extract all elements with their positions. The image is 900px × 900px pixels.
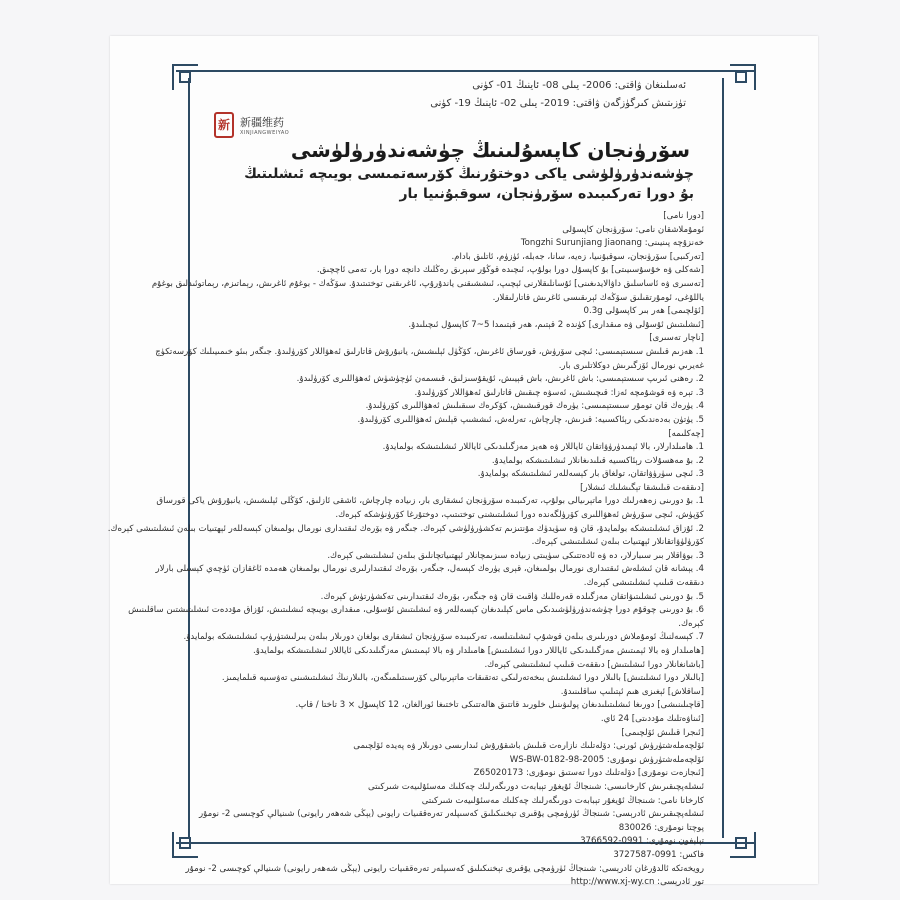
body-text-line: كۆرۈلۈۋاتقانلار ئېھتىيات بىلەن ئىشلىتىشى كېرەك. bbox=[531, 537, 704, 548]
logo-mark-icon: 新 bbox=[214, 112, 234, 138]
body-text-line: 1. ھامىلدارلار، بالا ئېمىدۈرۈۋاتقان ئاياللار ۋە ھەيز مەزگىلىدىكى ئاياللار ئىشلىتىشكە بولمايدۇ. bbox=[382, 442, 704, 453]
body-text-line: [ئىجرا قىلىش ئۆلچىمى] bbox=[621, 727, 704, 738]
body-text-line: 2. بۇ مەھسۇلات رېئاكسىيە قىلىدىغانلار ئىشلىتىشكە بولمايدۇ. bbox=[491, 455, 704, 466]
body-text-line: [تەسىرى ۋە ئاساسلىق داۋالايدىغىنى] ئۇسانلىقلارنى ئېچىپ، ئىششىقنى ياندۇرۇپ، ئاغرىقنى توختىتىدۇ. سۆڭەك - بوغۇم ئاغرىش، رېماتىزم، رېماتوئىدلىق بوغۇم bbox=[151, 278, 704, 289]
body-text-line: 5. بۇ دورىنى ئىشلىتىۋاتقان مەزگىلدە قەرەللىك ۋاقىت قان ۋە جىگەر، بۆرەك ئىقتىدارىنى تەكشۈرتۈش كېرەك. bbox=[320, 591, 704, 602]
body-text-line: [ساقلاش] ئېغىزى ھىم ئېتىلىپ ساقلىنىدۇ. bbox=[560, 686, 704, 697]
body-text-line: 6. بۇ دورىنى چوقۇم دورا چۈشەندۈرۈلۈشىدىكى ماس كېلىدىغان كېسەللەر ۋە ئىشلىتىش ئۇسۇلى، مىقدارى بويىچە ئىشلىتىش، ئۇزاق مۇددەت ئىشلىتىشتىن ساقلىنىش bbox=[128, 605, 704, 616]
body-text-line: ئۆلچەملەشتۈرۈش نومۇرى: WS-BW-0182-98-2005 bbox=[509, 754, 704, 765]
body-text-line: [تەركىبى] سۆرۈنجان، سوقبۇنىيا، زەيە، سانا، جەبلە، ئۈزۈم، ئاتلىق بادام. bbox=[451, 251, 704, 262]
body-text-line: رويخەتكە ئالدۇرغان ئادرېسى: شىنجاڭ ئۈرۈمچى يۇقىرى تېخنىكىلىق كەسىپلەر تەرەققىيات رايونى (يېڭى شەھەر رايونى) شىنيالې كوچىسى 2- نومۇر bbox=[185, 863, 704, 874]
body-text-line: [چەكلىمە] bbox=[668, 428, 704, 439]
body-text-line: [دورا نامى] bbox=[663, 211, 704, 221]
body-text-line: [شەكلى ۋە خۇسۇسىيىتى] بۇ كاپسۇل دورا بولۇپ، ئىچىدە قوڭۇر سېرىق رەڭلىك دانچە دورا بار، تەمى ئاچچىق. bbox=[316, 265, 704, 276]
frame-border-left bbox=[188, 78, 190, 838]
body-text-line: فاكس: 0991-3727587 bbox=[613, 849, 704, 860]
body-text-line: پوچتا نومۇرى: 830026 bbox=[618, 822, 704, 833]
body-text-line: [ئىشلىتىش ئۇسۇلى ۋە مىقدارى] كۈندە 2 قېتىم، ھەر قېتىمدا 5~7 كاپسۇل ئىچىلىدۇ. bbox=[408, 319, 704, 330]
logo-text-en: XINJIANGWEIYAO bbox=[240, 130, 290, 136]
body-text-line: ئىشلەپچىقىرىش كارخانىسى: شىنجاڭ ئۇيغۇر تېبابەت دورىگەرلىك چەكلىك مەسئۇلىيەت شىركىتى bbox=[368, 781, 704, 792]
frame-corner-ornament bbox=[730, 832, 756, 858]
body-text-line: تور ئادرېسى: http://www.xj-wy.cn bbox=[570, 877, 704, 888]
body-text-line: تېلېفون نومۇرى: 0991-3766592 bbox=[580, 836, 704, 847]
document-title: سۆرۈنجان كاپسۇلىنىڭ چۈشەندۈرۈلۈشى bbox=[290, 138, 690, 162]
body-text-line: 1. ھەزىم قىلىش سىستېمىسى: ئىچى سۆرۈش، قورساق ئاغرىش، كۆڭۈل ئېلىشىش، يانبۇرۇش قاتارلىق ئەھۋاللار كۆرۈلىدۇ. جىگەر بىئو خىمىيىلىك كۆرسەتكۈچ bbox=[155, 346, 704, 357]
body-text-line: [ھامىلدار ۋە بالا ئېمىتىش مەزگىلىدىكى ئاياللار دورا ئىشلىتىش] ھامىلدار ۋە بالا ئېمىتىش مەزگىلىدىكى ئاياللار ئىشلىتىشكە بولمايدۇ. bbox=[253, 646, 704, 656]
frame-border-top bbox=[176, 70, 754, 72]
document-subtitle-1: چۈشەندۈرۈلۈشى ياكى دوختۇرنىڭ كۆرسەتمىسى بويىچە ئىشلىتىڭ bbox=[244, 166, 694, 182]
body-text-line: 2. ئۇزاق ئىشلىتىشكە بولمايدۇ، قان ۋە سۈيدۈك مۇنتىزىم تەكشۈرۈلۈشى كېرەك. جىگەر ۋە بۆرەك ئىقتىدارى نورمال بولمىغان كېسەللەر ئېھتىيات بىلەن ئىشلىتىشى كېرەك. bbox=[107, 523, 704, 534]
body-text-line: ئومۇملاشقان نامى: سۆرۈنجان كاپسۇلى bbox=[562, 224, 704, 235]
body-text-line: [ئۆلچىمى] ھەر بىر كاپسۇلى 0.3g bbox=[583, 306, 704, 317]
revision-date-2: تۈزىتىش كىرگۈزگەن ۋاقتى: 2019- يىلى 02- ئاينىڭ 19- كۈنى bbox=[430, 98, 686, 109]
body-text-line: 3. تېرە ۋە قوشۇمچە ئەزا: قىچىشىش، ئەسۋە چىقىش قاتارلىق ئەھۋاللار كۆرۈلىدۇ. bbox=[414, 387, 704, 398]
body-text-line: كارخانا نامى: شىنجاڭ ئۇيغۇر تېبابەت دورىگەرلىك چەكلىك مەسئۇلىيەت شىركىتى bbox=[421, 795, 704, 806]
document-body bbox=[107, 210, 704, 890]
body-text-line: ئۆلچەملەشتۈرۈش ئورنى: دۆلەتلىك نازارەت قىلىش باشقۇرۇش ئىدارىسى دورىلار ۋە پەيدە ئۆلچىمى bbox=[353, 741, 704, 752]
body-text-line: [بالىلار دورا ئىشلىتىش] بالىلار دورا ئىشلىتىش بىخەتەرلىكى تەتقىقات ماتېرىيالى كۆرسىتىلمىگەن، بالىلارنىڭ ئىشلىتىشىنى تەۋسىيە قىلمايمىز. bbox=[221, 673, 704, 684]
frame-corner-ornament bbox=[172, 64, 198, 90]
body-text-line: [ناچار تەسىرى] bbox=[649, 333, 704, 344]
body-text-line: 4. يۈرەك قان تومۇر سىستېمىسى: يۈرەك قورقىشىش، كۆكرەك سىقىلىش ئەھۋاللىرى كۆرۈلىدۇ. bbox=[365, 401, 704, 412]
revision-date: ئەسلىنغان ۋاقتى: 2006- يىلى 08- ئاينىڭ 01- كۈنى bbox=[472, 80, 686, 91]
body-text-line: كۆپۈش، ئىچى سۆرۈش ئەھۋاللىرى كۆرۈلگەندە دورا ئىشلىتىشنى توختىتىپ، دوختۇرغا كۆرۈنۈشكە كېرەك. bbox=[335, 510, 704, 521]
body-text-line: 5. يۈتۈن بەدەندىكى رېئاكسىيە: قىزىش، چارچاش، تەرلەش، ئىششىپ قېلىش ئەھۋاللىرى كۆرۈلىدۇ. bbox=[357, 414, 704, 425]
logo-text-cn: 新疆维药 bbox=[240, 116, 284, 129]
body-text-line: [قاچىلىنىشى] دورىغا ئىشلىتىلىدىغان پولىۋىنىل خلورىد قاتتىق ھالەتتىكى تاختىغا ئورالغان، 12 كاپسۇل × 3 تاختا / قاپ. bbox=[295, 700, 704, 711]
body-text-line: دىققەت قىلىپ ئىشلىتىشى كېرەك. bbox=[583, 578, 704, 589]
body-text-line: ياللۇغى، ئومۇرتقىلىق سۆڭەك ئېرىقىسى ئاغرىش قاتارلىقلار. bbox=[492, 292, 704, 303]
body-text-line: كېرەك. bbox=[678, 618, 704, 629]
body-text-line: 3. ئىچى سۈرۈۋاتقان، تولغاق بار كېسەللەر ئىشلىتىشكە بولمايدۇ. bbox=[477, 469, 704, 480]
body-text-line: [دىققەت قىلىشقا تېگىشلىك ئىشلار] bbox=[580, 482, 704, 493]
body-text-line: [ئىناۋەتلىك مۇددىتى] 24 ئاي. bbox=[600, 713, 704, 724]
body-text-line: [ئىجازەت نومۇرى] دۆلەتلىك دورا تەستىق نومۇرى: Z65020173 bbox=[473, 768, 704, 779]
document-subtitle-2: بۇ دورا تەركىبىدە سۆرۈنجان، سوقبۇنىيا بار bbox=[399, 186, 694, 202]
body-text-line: غەيرىي نورمال ئۆزگىرىش دوكلاتلىرى بار. bbox=[558, 360, 704, 371]
frame-corner-ornament bbox=[730, 64, 756, 90]
body-text-line: خەنزۇچە پىنيىنى: Tongzhi Surunjiang Jiaonang bbox=[520, 238, 704, 249]
body-text-line: 1. بۇ دورىنى زەھەرلىك دورا ماتېرىيالى بولۇپ، تەركىبىدە سۆرۈنجان ئىشقارى بار، زىيادە چارچاش، ئاشقى ئازلىق، كۆڭلى ئېلىشىش، يانبۇرۇش ياكى قورساق bbox=[156, 496, 704, 507]
body-text-line: 2. رەھنى ئىرىپ سىستېمىسى: باش ئاغرىش، باش قېيىش، ئۇيقۇسىزلىق، قىسمەن ئۈچۈشۈش ئەھۋاللىرى كۆرۈلىدۇ. bbox=[296, 374, 704, 385]
body-text-line: 7. كېسەلنىڭ ئومۇملاش دورىلىرى بىلەن قوشۇپ ئىشلىتىلسە، تەركىبىدە سۆرۈنجان ئىشقارى بولغان دورىلار بىلەن بىرلىشتۈرۈپ ئىشلىتىشكە بولمايدۇ. bbox=[183, 632, 704, 643]
body-text-line: 4. يېشانە قان ئىشلەش ئىقتىدارى نورمال بولمىغان، قېرى يۈرەك كېسەل، جىگەر، بۆرەك ئىقتىدارلىرى نورمال بولمىغان ھەمدە ئاغقازان ئۈچەي كېسىلى بارلار bbox=[155, 564, 704, 575]
frame-border-right bbox=[722, 78, 724, 838]
body-text-line: 3. بوۋاقلار بىر سىبارلار، دە ۋە ئادەتتىكى سۈيىتى زىيادە سىزىمچانلار ئېھتىياتچانلىق بىلەن ئىشلىتىشى كېرەك. bbox=[327, 550, 704, 561]
frame-corner-ornament bbox=[172, 832, 198, 858]
body-text-line: [باشانغانلار دورا ئىشلىتىش] دىققەت قىلىپ ئىشلىتىشى كېرەك. bbox=[484, 659, 704, 670]
body-text-line: ئىشلەپچىقىرىش ئادرېسى: شىنجاڭ ئۈرۈمچى يۇقىرى تېخنىكىلىق كەسىپلەر تەرەققىيات رايونى (يېڭى شەھەر رايونى) شىنيالې كوچىسى 2- نومۇر bbox=[199, 809, 704, 820]
